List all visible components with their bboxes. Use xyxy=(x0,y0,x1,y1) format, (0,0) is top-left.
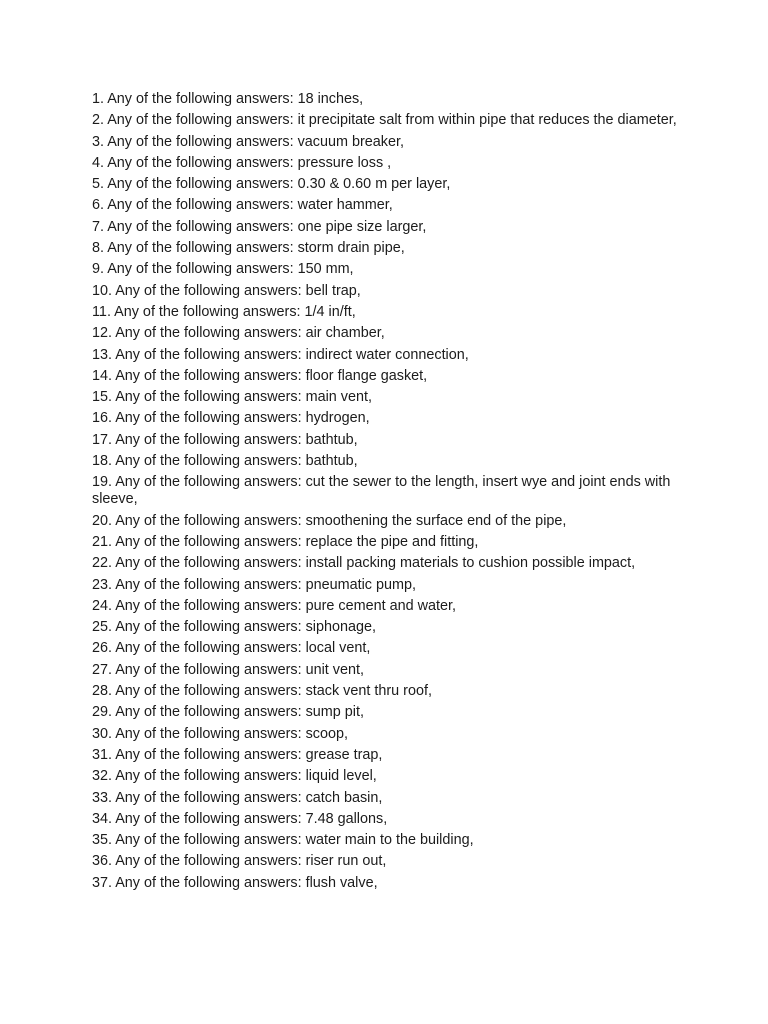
answer-item: 23. Any of the following answers: pneumatic pump, xyxy=(92,576,416,593)
answer-item: 2. Any of the following answers: it precipitate salt from within pipe that reduces the diameter, xyxy=(92,112,677,129)
answer-item: 36. Any of the following answers: riser run out, xyxy=(92,853,387,870)
answer-item: 28. Any of the following answers: stack vent thru roof, xyxy=(92,683,432,700)
answer-item: 12. Any of the following answers: air chamber, xyxy=(92,325,385,342)
answer-item: 35. Any of the following answers: water main to the building, xyxy=(92,832,474,849)
answer-item: 33. Any of the following answers: catch basin, xyxy=(92,789,383,806)
answer-item: 7. Any of the following answers: one pipe size larger, xyxy=(92,218,427,235)
answer-item: 26. Any of the following answers: local vent, xyxy=(92,640,371,657)
answer-item: 27. Any of the following answers: unit vent, xyxy=(92,661,364,678)
answer-item: 29. Any of the following answers: sump pit, xyxy=(92,704,364,721)
answer-item: 19. Any of the following answers: cut the sewer to the length, insert wye and joint ends with sleeve, xyxy=(92,474,671,508)
answer-item: 8. Any of the following answers: storm drain pipe, xyxy=(92,240,405,257)
answer-item: 24. Any of the following answers: pure cement and water, xyxy=(92,597,456,614)
answer-item: 22. Any of the following answers: install packing materials to cushion possible impact, xyxy=(92,555,636,572)
answer-item: 1. Any of the following answers: 18 inches, xyxy=(92,91,364,107)
answer-item: 18. Any of the following answers: bathtub, xyxy=(92,453,358,470)
answer-item: 31. Any of the following answers: grease trap, xyxy=(92,746,383,763)
answer-item: 10. Any of the following answers: bell trap, xyxy=(92,282,361,299)
answer-item: 3. Any of the following answers: vacuum breaker, xyxy=(92,133,404,150)
answer-item: 17. Any of the following answers: bathtub, xyxy=(92,431,358,448)
answer-item: 14. Any of the following answers: floor flange gasket, xyxy=(92,367,428,384)
answer-item: 20. Any of the following answers: smoothening the surface end of the pipe, xyxy=(92,512,567,529)
answer-item: 9. Any of the following answers: 150 mm, xyxy=(92,261,354,278)
answer-item: 13. Any of the following answers: indirect water connection, xyxy=(92,346,469,363)
answer-item: 34. Any of the following answers: 7.48 gallons, xyxy=(92,810,388,827)
answer-item: 25. Any of the following answers: siphonage, xyxy=(92,619,376,636)
answer-item: 37. Any of the following answers: flush valve, xyxy=(92,874,378,891)
answer-item: 16. Any of the following answers: hydrogen, xyxy=(92,410,370,427)
answer-item: 21. Any of the following answers: replace the pipe and fitting, xyxy=(92,533,479,550)
answer-item: 6. Any of the following answers: water hammer, xyxy=(92,197,393,214)
answer-item: 4. Any of the following answers: pressure loss , xyxy=(92,154,392,171)
answer-item: 30. Any of the following answers: scoop, xyxy=(92,725,348,742)
answer-list xyxy=(92,91,682,896)
answer-item: 32. Any of the following answers: liquid level, xyxy=(92,768,377,785)
answer-item: 5. Any of the following answers: 0.30 & 0.60 m per layer, xyxy=(92,176,451,193)
answer-item: 11. Any of the following answers: 1/4 in/ft, xyxy=(92,303,356,320)
answer-item: 15. Any of the following answers: main vent, xyxy=(92,389,372,406)
